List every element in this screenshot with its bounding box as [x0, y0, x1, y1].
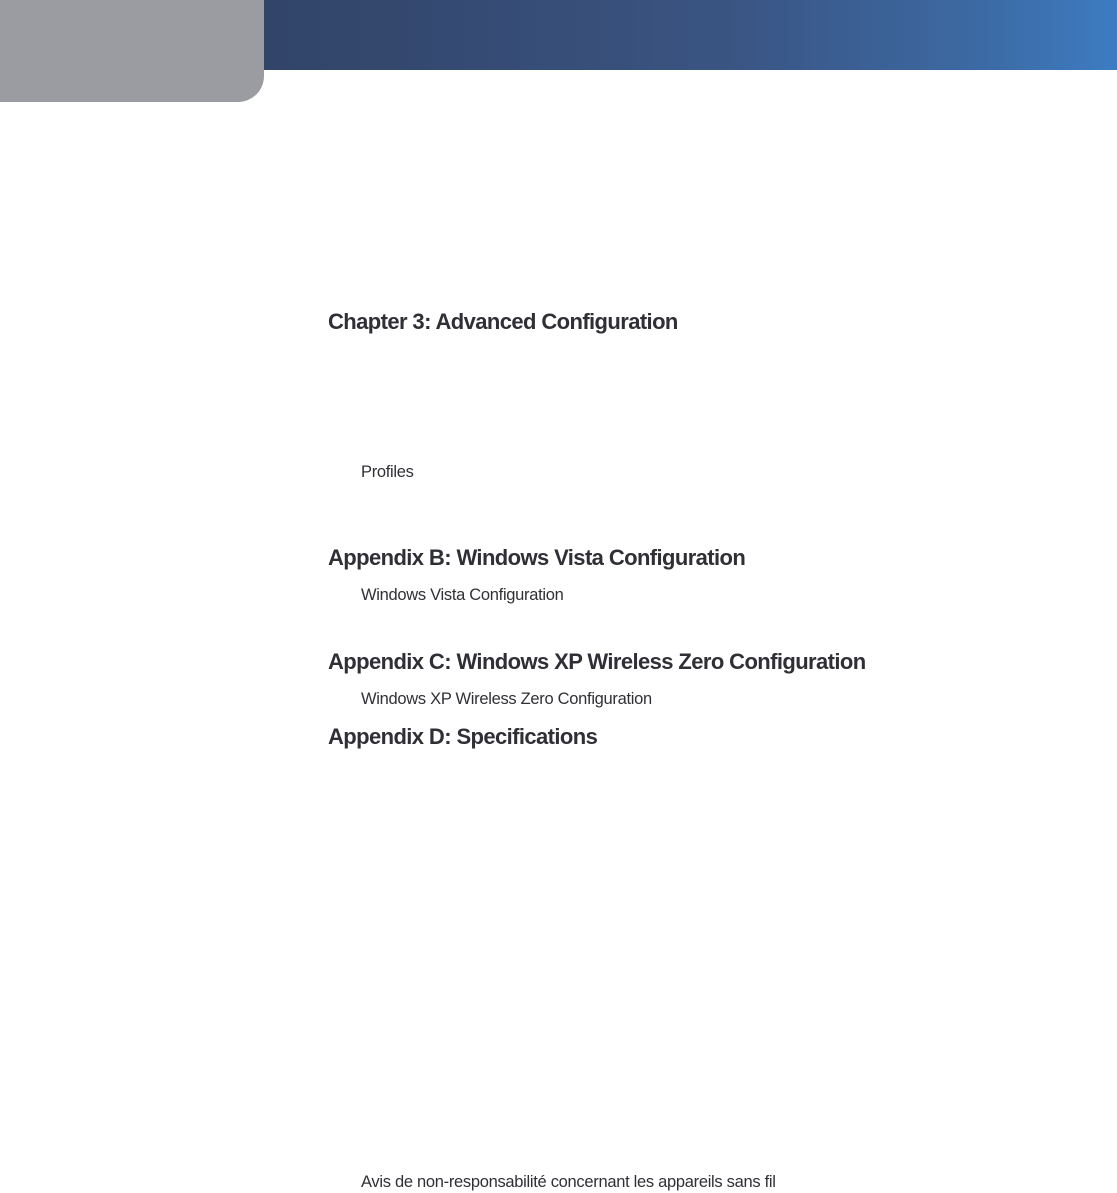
- toc-entry-wireless-disclaimer[interactable]: Avis de non-responsabilité concernant les appareils sans fil: [361, 1173, 776, 1191]
- toc-heading-appendix-c[interactable]: Appendix C: Windows XP Wireless Zero Configuration: [328, 649, 866, 674]
- toc-entry-profiles[interactable]: Profiles: [361, 463, 414, 481]
- toc-heading-appendix-b[interactable]: Appendix B: Windows Vista Configuration: [328, 545, 746, 570]
- corner-tab: [0, 0, 264, 102]
- toc-entry-windows-vista-configuration[interactable]: Windows Vista Configuration: [361, 586, 564, 604]
- toc-entry-windows-xp-wireless-zero-configuration[interactable]: Windows XP Wireless Zero Configuration: [361, 690, 652, 708]
- toc-heading-appendix-d[interactable]: Appendix D: Specifications: [328, 724, 598, 749]
- toc-heading-chapter-3[interactable]: Chapter 3: Advanced Configuration: [328, 309, 678, 334]
